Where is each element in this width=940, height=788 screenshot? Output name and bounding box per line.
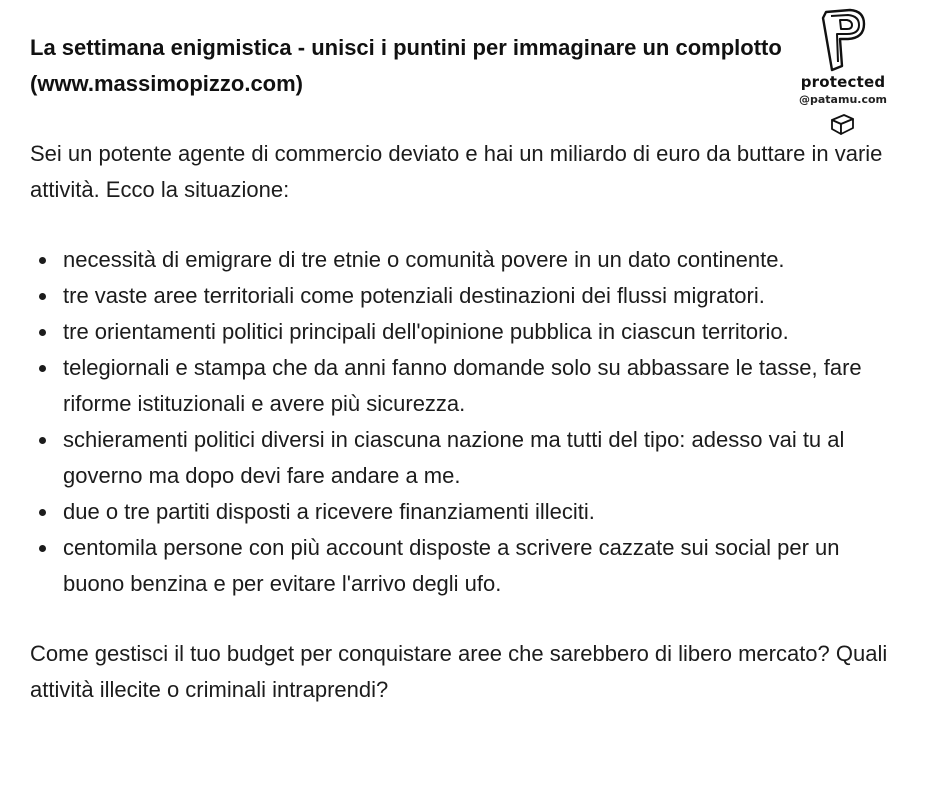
list-item (30, 350, 898, 422)
list-item-text: tre vaste aree territoriali come potenziali destinazioni dei flussi migratori. (63, 283, 765, 308)
box-icon (828, 112, 856, 136)
bullet-icon (39, 437, 46, 444)
bullet-icon (39, 257, 46, 264)
list-item-text: centomila persone con più account disposte a scrivere cazzate sui social per un buono benzina e per evitare l'arrivo degli ufo. (63, 535, 840, 596)
badge-label: protected (800, 73, 886, 91)
situation-list (30, 242, 910, 602)
bullet-icon (39, 365, 46, 372)
patamu-protected-badge (790, 8, 896, 138)
bullet-icon (39, 509, 46, 516)
bullet-icon (39, 293, 46, 300)
bullet-icon (39, 545, 46, 552)
list-item-text: due o tre partiti disposti a ricevere finanziamenti illeciti. (63, 499, 595, 524)
list-item-text: telegiornali e stampa che da anni fanno domande solo su abbassare le tasse, fare riforme istituzionali e avere più sicurezza. (63, 355, 862, 416)
list-item (30, 494, 898, 530)
list-item-text: schieramenti politici diversi in ciascuna nazione ma tutti del tipo: adesso vai tu al governo ma dopo devi fare andare a me. (63, 427, 845, 488)
bullet-icon (39, 329, 46, 336)
document-title: La settimana enigmistica - unisci i puntini per immaginare un complotto (www.massimopizzo.com) (30, 35, 782, 96)
intro-paragraph: Sei un potente agente di commercio deviato e hai un miliardo di euro da buttare in varie attività. Ecco la situazione: (30, 141, 883, 202)
list-item (30, 422, 898, 494)
closing-paragraph: Come gestisci il tuo budget per conquistare aree che sarebbero di libero mercato? Quali attività illecite o criminali intraprendi? (30, 641, 888, 702)
patamu-logo-icon (820, 8, 868, 72)
list-item (30, 242, 898, 278)
list-item (30, 278, 898, 314)
list-item (30, 530, 898, 602)
list-item-text: tre orientamenti politici principali dell'opinione pubblica in ciascun territorio. (63, 319, 789, 344)
badge-domain: @patamu.com (799, 93, 887, 106)
list-item-text: necessità di emigrare di tre etnie o comunità povere in un dato continente. (63, 247, 785, 272)
list-item (30, 314, 898, 350)
document (30, 30, 910, 708)
